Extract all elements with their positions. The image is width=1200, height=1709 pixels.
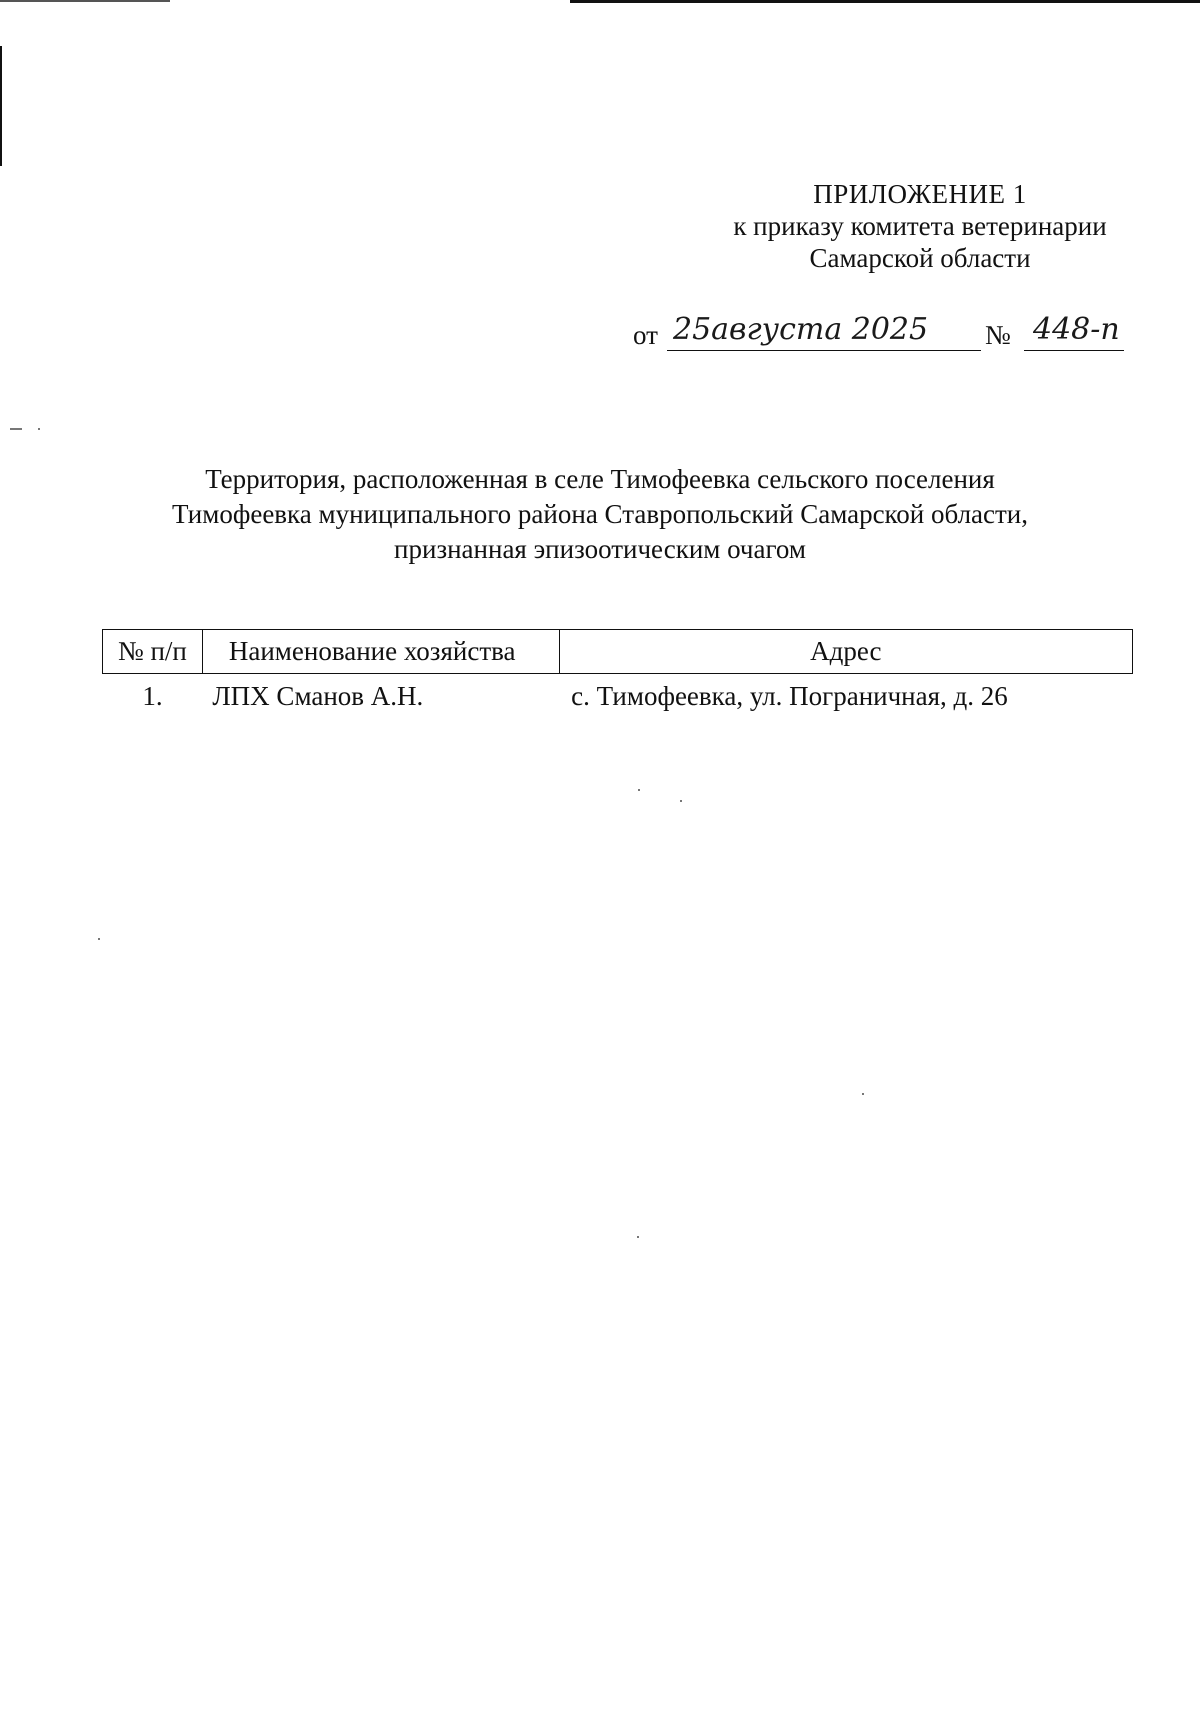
scan-speck [38,428,40,430]
header-farm-name: Наименование хозяйства [202,630,559,674]
order-date-number-line [633,314,1133,354]
appendix-order-reference: к приказу комитета ветеринарии [733,211,1107,241]
appendix-block [720,178,1120,274]
order-number-handwritten: 448-п [1033,312,1120,347]
date-underline [667,350,981,351]
order-number-label: № [985,320,1011,350]
appendix-title: ПРИЛОЖЕНИЕ 1 [813,179,1027,209]
row-farm-name: ЛПХ Сманов А.Н. [212,680,424,711]
row-address: с. Тимофеевка, ул. Пограничная, д. 26 [571,680,1008,711]
heading-line: Территория, расположенная в селе Тимофеевка сельского поселения [205,464,995,494]
scan-speck [98,938,100,940]
farms-table [102,629,1133,718]
order-date-handwritten: 25августа 2025 [673,312,929,347]
scan-speck [638,789,640,791]
scan-speck [862,1093,864,1095]
row-number: 1. [142,680,163,711]
heading-line: Тимофеевка муниципального района Ставропольский Самарской области, [171,499,1029,529]
order-from-label: от [633,320,658,350]
table-row [103,674,1133,719]
table-header-row [103,630,1133,674]
appendix-region: Самарской области [809,243,1031,273]
number-underline [1024,350,1124,351]
scan-edge-left [0,46,2,166]
header-number: № п/п [103,630,203,674]
scan-speck [637,1236,639,1238]
header-address: Адрес [559,630,1132,674]
scan-speck [680,800,682,802]
scan-edge-top-left [0,0,170,2]
heading-line: признанная эпизоотическим очагом [394,534,806,564]
document-heading [150,462,1050,567]
scan-edge-top-right [570,0,1200,3]
scan-speck [10,428,22,430]
